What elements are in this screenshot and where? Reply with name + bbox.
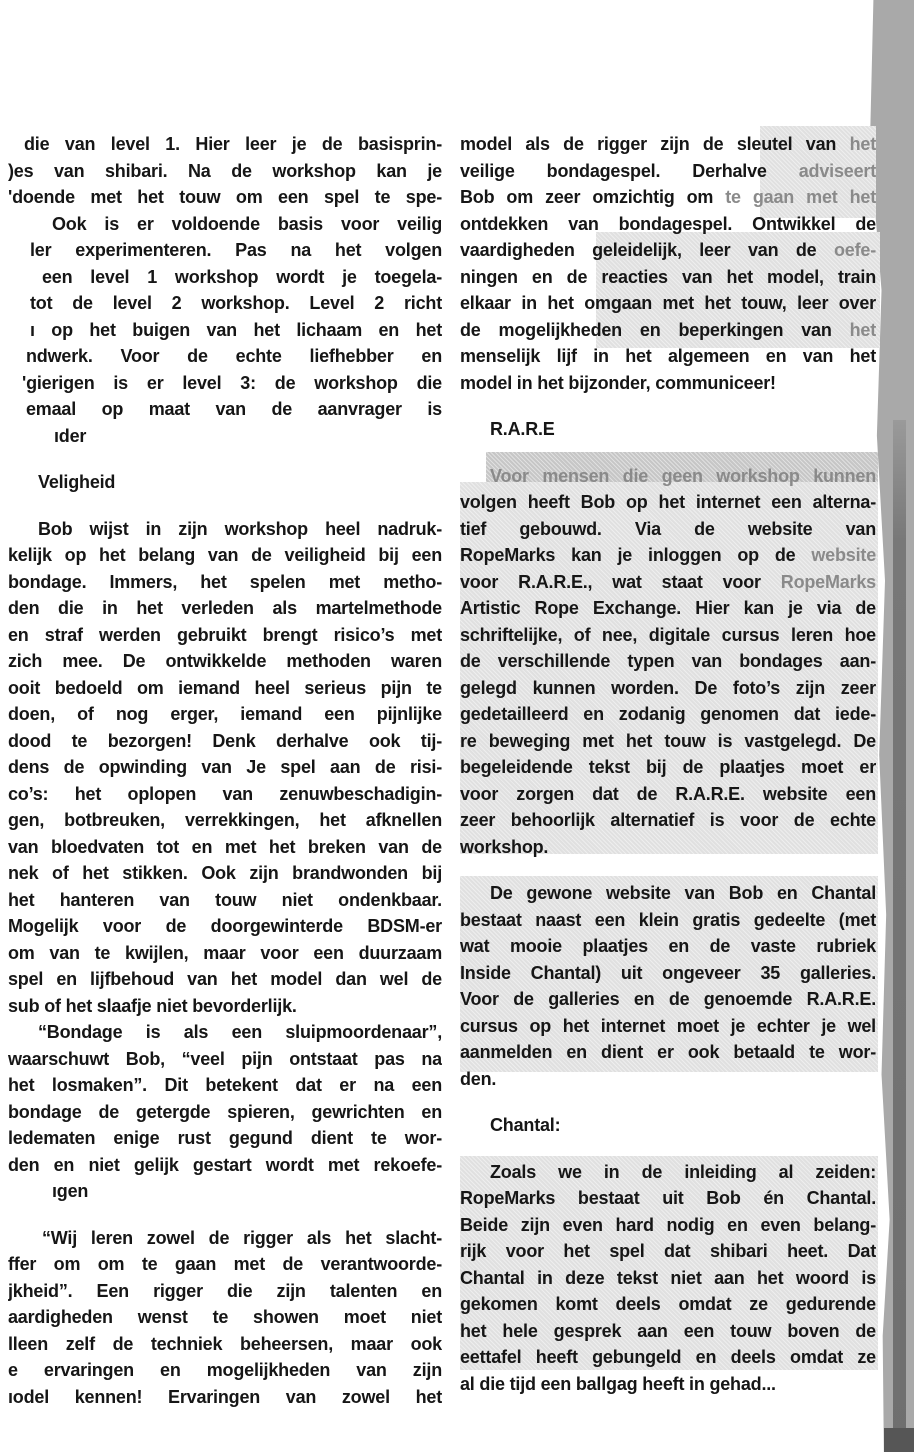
text-run: gedetailleerd en zodanig genomen dat iede-: [460, 704, 876, 724]
text-run: zeer behoorlijk alternatief is voor de echte: [460, 810, 876, 830]
text-line: [8, 542, 442, 569]
text-line: [460, 781, 876, 808]
text-line: [8, 993, 442, 1020]
faded-text: adviseert: [798, 160, 876, 181]
text-run: het hanteren van touw niet ondenkbaar.: [8, 889, 442, 910]
text-line: [460, 1013, 876, 1040]
text-line: [460, 516, 876, 543]
text-run: Bob om zeer omzichtig om: [460, 187, 726, 207]
text-line: [460, 648, 876, 675]
text-run: dens de opwinding van Je spel aan de risi-: [8, 757, 442, 777]
text-line: [8, 675, 442, 702]
text-line: [8, 966, 442, 993]
text-run: Artistic Rope Exchange. Hier kan je via de: [460, 598, 876, 618]
text-line: [8, 1178, 442, 1205]
text-line: [460, 1344, 876, 1371]
text-run: aardigheden wenst te showen moet niet: [8, 1307, 442, 1327]
text-run: emaal op maat van de aanvrager is: [26, 399, 442, 419]
text-line: [8, 701, 442, 728]
text-line: [8, 1046, 442, 1073]
text-run: “Bondage is als een sluipmoordenaar”,: [38, 1022, 442, 1042]
text-run: een level 1 workshop wordt je toegela-: [42, 266, 442, 287]
faded-text: Voor mensen die geen workshop kunnen: [490, 465, 876, 486]
text-line: [8, 1278, 442, 1305]
text-run: Bob wijst in zijn workshop heel nadruk-: [38, 518, 442, 539]
text-run: die van level 1. Hier leer je de basisprin-: [24, 134, 442, 154]
text-line: [8, 860, 442, 887]
paragraph: [460, 880, 876, 1092]
text-run: 'doende met het touw om een spel te spe-: [8, 187, 442, 207]
text-line: [8, 648, 442, 675]
text-run: RopeMarks kan je inloggen op de: [460, 545, 812, 565]
text-run: zich mee. De ontwikkelde methoden waren: [8, 651, 442, 671]
text-line: [460, 1291, 876, 1318]
text-run: spel en lijfbehoud van het model dan wel de: [8, 969, 442, 989]
text-line: [460, 1318, 876, 1345]
text-line: [8, 781, 442, 808]
text-run: ooit bedoeld om iemand heel serieus pijn te: [8, 677, 442, 698]
text-run: ıgen: [52, 1181, 89, 1201]
text-line: [8, 370, 442, 397]
text-run: doen, of nog erger, iemand een pijnlijke: [8, 704, 442, 724]
text-run: rijk voor het spel dat shibari heet. Dat: [460, 1241, 876, 1261]
text-run: voor R.A.R.E., wat staat voor: [460, 571, 781, 592]
text-run: den en niet gelijk gestart wordt met rekoefe-: [8, 1154, 442, 1175]
text-run: aanmelden en dient er ook betaald te wor-: [460, 1042, 876, 1062]
text-run: re beweging met het touw is vastgelegd. De: [460, 730, 876, 751]
text-line: [8, 887, 442, 914]
faded-text: website: [811, 545, 876, 565]
text-run: de verschillende typen van bondages aan-: [460, 651, 876, 671]
text-line: [8, 569, 442, 596]
text-line: [460, 1265, 876, 1292]
text-line: [8, 940, 442, 967]
text-line: [8, 834, 442, 861]
text-run: ler experimenteren. Pas na het volgen: [30, 240, 442, 260]
text-run: model als de rigger zijn de sleutel van: [460, 134, 850, 154]
text-run: voor zorgen dat de R.A.R.E. website een: [460, 783, 876, 804]
text-run: gelegd kunnen worden. De foto’s zijn zeer: [460, 677, 876, 698]
text-run: elkaar in het omgaan met het touw, leer over: [460, 293, 876, 313]
text-run: veilige bondagespel. Derhalve: [460, 160, 799, 181]
text-line: [460, 1238, 876, 1265]
text-run: Zoals we in de inleiding al zeiden:: [490, 1161, 876, 1182]
text-line: [460, 158, 876, 185]
text-run: bestaat naast een klein gratis gedeelte (met: [460, 909, 876, 930]
text-run: “Wij leren zowel de rigger als het slacht-: [42, 1227, 442, 1248]
text-run: dood te bezorgen! Denk derhalve ook tij-: [8, 730, 442, 751]
text-line: [460, 463, 876, 490]
text-line: [460, 317, 876, 344]
text-line: [8, 754, 442, 781]
faded-text: RopeMarks: [780, 571, 876, 592]
text-line: [460, 184, 876, 211]
text-line: [8, 264, 442, 291]
text-line: [8, 211, 442, 238]
text-run: schriftelijke, of nee, digitale cursus leren hoe: [460, 624, 876, 645]
text-run: gekomen komt deels omdat ze gedurende: [460, 1294, 876, 1314]
text-line: [8, 1331, 442, 1358]
text-line: [8, 343, 442, 370]
text-run: sub of het slaafje niet bevorderlijk.: [8, 995, 297, 1016]
text-run: wat mooie plaatjes en de vaste rubriek: [460, 936, 876, 956]
section-heading-rare: R.A.R.E: [490, 419, 555, 439]
text-line: [460, 370, 876, 397]
text-run: RopeMarks bestaat uit Bob én Chantal.: [460, 1188, 876, 1208]
text-line: [8, 290, 442, 317]
text-run: den die in het verleden als martelmethode: [8, 598, 442, 618]
text-run: tot de level 2 workshop. Level 2 richt: [30, 293, 442, 313]
text-line: [460, 933, 876, 960]
text-line: [460, 264, 876, 291]
text-line: [460, 211, 876, 238]
text-line: [8, 423, 442, 450]
text-line: [8, 1125, 442, 1152]
text-line: [460, 1185, 876, 1212]
text-line: [8, 1384, 442, 1411]
text-run: )es van shibari. Na de workshop kan je: [8, 160, 442, 181]
text-line: [8, 184, 442, 211]
text-line: [8, 1019, 442, 1046]
faded-text: oefe-: [833, 240, 876, 260]
text-line: [460, 701, 876, 728]
paragraph: [8, 1019, 442, 1205]
text-line: [8, 158, 442, 185]
text-run: den.: [460, 1068, 497, 1089]
text-line: [8, 622, 442, 649]
text-line: [460, 675, 876, 702]
text-line: [460, 907, 876, 934]
text-line: [460, 1212, 876, 1239]
paragraph: [8, 1225, 442, 1411]
right-column: [460, 131, 876, 1397]
text-run: de mogelijkheden en beperkingen van: [460, 319, 850, 340]
text-line: [460, 960, 876, 987]
text-run: ıodel kennen! Ervaringen van zowel het: [8, 1386, 442, 1407]
text-line: [460, 1159, 876, 1186]
text-line: [460, 1066, 876, 1093]
text-line: [8, 728, 442, 755]
text-run: en straf werden gebruikt brengt risico’s met: [8, 624, 442, 645]
text-run: van bloedvaten tot en met het breken van de: [8, 836, 442, 857]
text-line: [460, 807, 876, 834]
text-line: [8, 595, 442, 622]
text-run: De gewone website van Bob en Chantal: [490, 883, 876, 903]
text-line: [460, 1371, 876, 1398]
text-run: al die tijd een ballgag heeft in gehad...: [460, 1373, 776, 1394]
text-line: [460, 290, 876, 317]
text-line: [8, 1225, 442, 1252]
faded-text: het: [849, 134, 876, 154]
text-run: Beide zijn even hard nodig en even belang-: [460, 1214, 876, 1235]
text-run: workshop.: [460, 836, 549, 857]
text-run: co’s: het oplopen van zenuwbeschadigin-: [8, 783, 442, 804]
text-run: het hele gesprek aan een touw boven de: [460, 1320, 876, 1341]
text-run: ndwerk. Voor de echte liefhebber en: [26, 346, 442, 366]
text-line: [460, 569, 876, 596]
text-line: [460, 1039, 876, 1066]
text-run: Voor de galleries en de genoemde R.A.R.E.: [460, 989, 876, 1009]
text-line: [8, 807, 442, 834]
text-line: [460, 489, 876, 516]
text-line: [8, 396, 442, 423]
scan-corner-smudge: [884, 1428, 914, 1452]
text-run: e ervaringen en mogelijkheden van zijn: [8, 1360, 442, 1380]
faded-text: te gaan met het: [725, 187, 876, 207]
text-line: [8, 317, 442, 344]
text-run: om van te kwijlen, maar voor een duurzaam: [8, 942, 442, 963]
text-run: jkheid”. Een rigger die zijn talenten en: [8, 1280, 442, 1301]
faded-text: het: [849, 319, 876, 340]
text-line: [460, 880, 876, 907]
text-run: ı op het buigen van het lichaam en het: [30, 319, 442, 340]
paragraph: [8, 516, 442, 1020]
text-line: [8, 913, 442, 940]
text-run: bondage de getergde spieren, gewrichten en: [8, 1101, 442, 1122]
section-heading-veiligheid: Veligheid: [38, 472, 116, 492]
text-line: [460, 986, 876, 1013]
text-run: ledematen enige rust gegund dient te wor-: [8, 1128, 442, 1148]
text-line: [8, 1357, 442, 1384]
text-line: [460, 595, 876, 622]
text-line: [460, 343, 876, 370]
text-line: [8, 131, 442, 158]
text-line: [8, 237, 442, 264]
text-run: vaardigheden geleidelijk, leer van de: [460, 240, 834, 260]
text-run: lleen zelf de techniek beheersen, maar ook: [8, 1333, 442, 1354]
text-line: [460, 834, 876, 861]
text-run: het losmaken”. Dit betekent dat er na een: [8, 1075, 442, 1095]
section-heading-chantal: Chantal:: [490, 1115, 561, 1135]
text-run: Chantal in deze tekst niet aan het woord is: [460, 1267, 876, 1288]
paragraph: [460, 131, 876, 396]
text-line: [460, 754, 876, 781]
paragraph: [460, 463, 876, 861]
text-line: [460, 237, 876, 264]
text-line: [460, 542, 876, 569]
text-run: cursus op het internet moet je echter je wel: [460, 1015, 876, 1036]
text-run: 'gierigen is er level 3: de workshop die: [22, 372, 442, 393]
scan-edge-strip: [893, 420, 906, 1452]
text-run: ontdekken van bondagespel. Ontwikkel de: [460, 213, 876, 234]
text-run: ffer om om te gaan met de verantwoorde-: [8, 1254, 442, 1274]
text-run: Inside Chantal) uit ongeveer 35 galleries.: [460, 962, 876, 983]
text-run: begeleidende tekst bij de plaatjes moet er: [460, 757, 876, 777]
text-run: tief gebouwd. Via de website van: [460, 518, 876, 539]
text-run: nek of het stikken. Ook zijn brandwonden bij: [8, 863, 442, 883]
text-run: Ook is er voldoende basis voor veilig: [52, 213, 442, 234]
text-run: bondage. Immers, het spelen met metho-: [8, 571, 442, 592]
paragraph: [460, 1159, 876, 1398]
text-line: [8, 1251, 442, 1278]
text-run: volgen heeft Bob op het internet een alterna-: [460, 492, 876, 512]
text-line: [8, 516, 442, 543]
left-column: [8, 131, 442, 1410]
text-run: Mogelijk voor de doorgewinterde BDSM-er: [8, 916, 442, 936]
text-line: [8, 1072, 442, 1099]
text-line: [460, 728, 876, 755]
text-run: menselijk lijf in het algemeen en van het: [460, 346, 876, 366]
paragraph: [8, 131, 442, 449]
text-line: [8, 1152, 442, 1179]
text-run: gen, botbreuken, verrekkingen, het afknellen: [8, 810, 442, 830]
text-run: ningen en de reacties van het model, train: [460, 266, 876, 287]
text-line: [8, 1099, 442, 1126]
text-run: model in het bijzonder, communiceer!: [460, 372, 776, 393]
text-run: kelijk op het belang van de veiligheid bij een: [8, 545, 442, 565]
text-run: ıder: [54, 425, 87, 446]
text-run: waarschuwt Bob, “veel pijn ontstaat pas na: [8, 1048, 442, 1069]
text-line: [460, 131, 876, 158]
text-line: [8, 1304, 442, 1331]
text-line: [460, 622, 876, 649]
text-run: eettafel heeft gebungeld en deels omdat ze: [460, 1347, 876, 1367]
